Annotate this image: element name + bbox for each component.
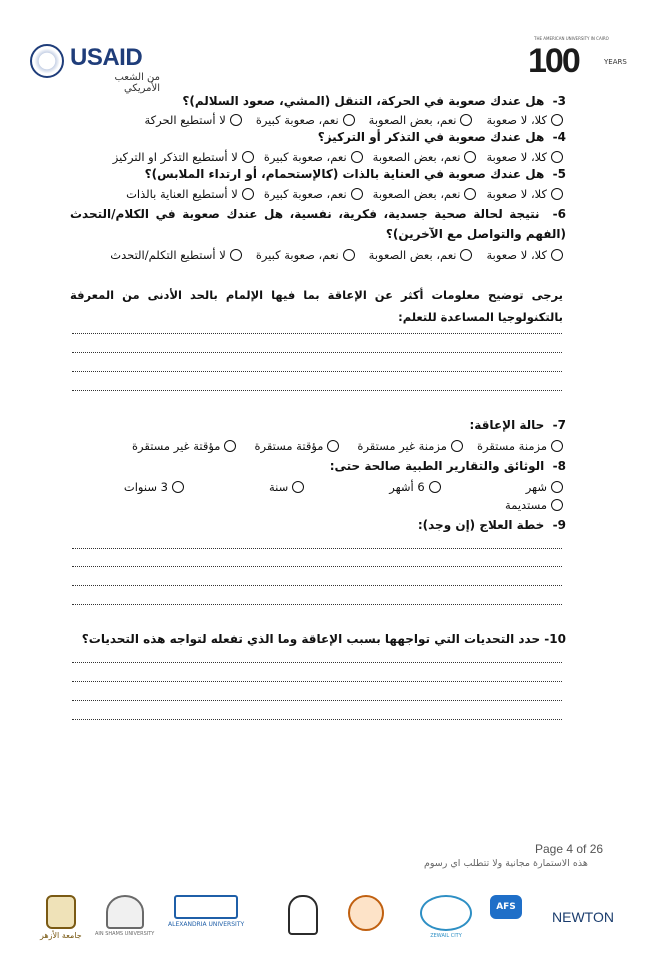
auc-years: YEARS [604,58,627,66]
question-3: 3- هل عندك صعوبة في الحركة، التنقل (المشي، صعود السلالم)؟ [182,94,566,108]
radio-icon[interactable] [429,481,441,493]
radio-icon[interactable] [451,440,463,452]
q5-option-1[interactable]: كلا، لا صعوبة [486,187,563,201]
assiut-logo [288,895,318,935]
q4-options [113,148,563,166]
usaid-wordmark: USAID [70,44,143,71]
answer-line[interactable] [72,700,562,701]
q8-option-permanent[interactable]: مستديمة [505,498,563,512]
q4-option-4[interactable]: لا أستطيع التذكر او التركيز [113,150,254,164]
zewail-emblem-icon [420,895,472,931]
usaid-seal-icon [30,44,64,78]
radio-icon[interactable] [172,481,184,493]
q6-option-4[interactable]: لا أستطيع التكلم/التحدث [110,248,242,262]
q6-option-3[interactable]: نعم، صعوبة كبيرة [256,248,355,262]
q6-options [110,246,563,264]
q8-options [124,478,563,496]
q8-option-2[interactable]: 6 أشهر [389,480,440,494]
question-4: 4- هل عندك صعوبة في التذكر أو التركيز؟ [317,130,566,144]
mansoura-logo [348,895,384,931]
q5-option-3[interactable]: نعم، صعوبة كبيرة [264,187,363,201]
question-7: 7- حالة الإعاقة: [469,418,566,432]
radio-icon[interactable] [551,499,563,511]
radio-icon[interactable] [343,249,355,261]
afs-badge: AFS [490,895,522,919]
ainshams-emblem-icon [106,895,144,929]
answer-line[interactable] [72,585,562,586]
q8-option-3[interactable]: سنة [269,480,304,494]
auc-100-logo [528,36,628,86]
q7-option-2[interactable]: مزمنة غير مستقرة [357,439,463,453]
afs-logo [490,895,522,919]
radio-icon[interactable] [551,188,563,200]
question-9: 9- خطة العلاج (إن وجد): [417,518,566,532]
radio-icon[interactable] [230,114,242,126]
q3-option-2[interactable]: نعم، بعض الصعوبة [369,113,473,127]
answer-line[interactable] [72,371,562,372]
answer-line[interactable] [72,566,562,567]
question-10: 10- حدد التحديات التي تواجهها بسبب الإعاقة وما الذي تفعله لتواجه هذه التحديات؟ [81,632,566,646]
question-8: 8- الوثائق والتقارير الطبية صالحة حتى: [329,459,566,473]
auc-university-line: THE AMERICAN UNIVERSITY IN CAIRO [534,36,609,41]
q5-options [126,185,563,203]
q8-option-4[interactable]: 3 سنوات [124,480,184,494]
ainshams-logo: AIN SHAMS UNIVERSITY [95,895,154,937]
usaid-logo [30,40,160,94]
radio-icon[interactable] [327,440,339,452]
radio-icon[interactable] [343,114,355,126]
q3-option-4[interactable]: لا أستطيع الحركة [145,113,242,127]
radio-icon[interactable] [460,114,472,126]
q7-options [132,437,563,455]
radio-icon[interactable] [242,188,254,200]
radio-icon[interactable] [460,249,472,261]
q3-option-3[interactable]: نعم، صعوبة كبيرة [256,113,355,127]
q5-option-4[interactable]: لا أستطيع العناية بالذات [126,187,254,201]
answer-line[interactable] [72,662,562,663]
mansoura-emblem-icon [348,895,384,931]
radio-icon[interactable] [551,249,563,261]
q3-options [145,111,564,129]
q3-option-1[interactable]: كلا، لا صعوبة [486,113,563,127]
answer-line[interactable] [72,719,562,720]
assiut-emblem-icon [288,895,318,935]
alexandria-logo: ALEXANDRIA UNIVERSITY [168,895,244,928]
q6-option-1[interactable]: كلا، لا صعوبة [486,248,563,262]
radio-icon[interactable] [351,188,363,200]
alexandria-emblem-icon [174,895,238,919]
question-6: 6- نتيجة لحالة صحية جسدية، فكرية، نفسية، هل عندك صعوبة في الكلام/التحدث (الفهم والتواصل مع الآخرين)؟ [70,207,566,241]
radio-icon[interactable] [351,151,363,163]
q4-option-2[interactable]: نعم، بعض الصعوبة [373,150,477,164]
azhar-emblem-icon [46,895,76,929]
q4-option-3[interactable]: نعم، صعوبة كبيرة [264,150,363,164]
answer-line[interactable] [72,681,562,682]
q5-option-2[interactable]: نعم، بعض الصعوبة [373,187,477,201]
radio-icon[interactable] [230,249,242,261]
radio-icon[interactable] [224,440,236,452]
azhar-logo: جامعة الأزهر [40,895,82,940]
answer-line[interactable] [72,604,562,605]
newton-logo: NEWTON [552,909,614,925]
radio-icon[interactable] [292,481,304,493]
answer-line[interactable] [72,333,562,334]
zewail-logo: ZEWAIL CITY [420,895,472,939]
partner-logos [40,895,620,950]
question-5: 5- هل عندك صعوبة في العناية بالذات (كالإستحمام، أو ارتداء الملابس)؟ [144,167,566,181]
answer-line[interactable] [72,548,562,549]
q4-option-1[interactable]: كلا، لا صعوبة [486,150,563,164]
q8-extra-options [505,496,563,514]
radio-icon[interactable] [551,440,563,452]
radio-icon[interactable] [551,114,563,126]
q7-option-4[interactable]: مؤقتة غير مستقرة [132,439,236,453]
radio-icon[interactable] [551,151,563,163]
radio-icon[interactable] [464,151,476,163]
usaid-tagline: من الشعب الأمريكي [114,72,160,94]
radio-icon[interactable] [464,188,476,200]
disability-explain-prompt: يرجى توضيح معلومات أكثر عن الإعاقة بما فيها الإلمام بالحد الأدنى من المعرفة بالتكنولوجيا المساعدة للتعلم: [70,288,563,324]
q8-option-1[interactable]: شهر [526,480,563,494]
q7-option-3[interactable]: مؤقتة مستقرة [254,439,339,453]
radio-icon[interactable] [242,151,254,163]
auc-hundred: 100 [528,42,579,80]
q7-option-1[interactable]: مزمنة مستقرة [477,439,563,453]
page-number: Page 4 of 26 [535,842,604,856]
q6-option-2[interactable]: نعم، بعض الصعوبة [369,248,473,262]
answer-line[interactable] [72,390,562,391]
radio-icon[interactable] [551,481,563,493]
answer-line[interactable] [72,352,562,353]
footer-note: هذه الاستمارة مجانية ولا تتطلب اي رسوم [424,858,588,869]
